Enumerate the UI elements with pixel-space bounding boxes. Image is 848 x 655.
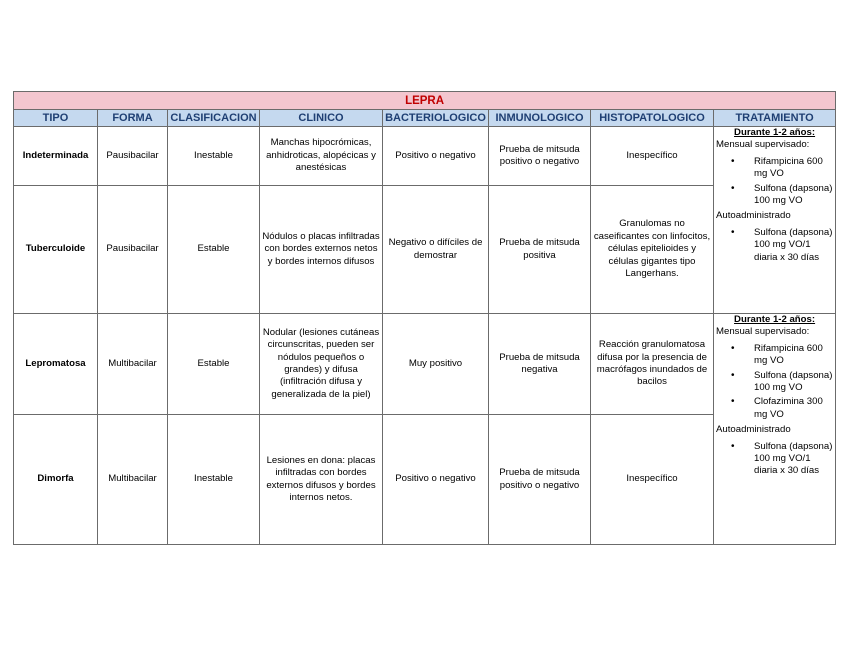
cell-clinico: Lesiones en dona: placas infiltradas con bordes externos difusos y bordes internos netos. xyxy=(260,415,383,545)
med-item: • Sulfona (dapsona) 100 mg VO/1 diaria x 30 días xyxy=(731,440,833,477)
cell-forma: Multibacilar xyxy=(98,415,168,545)
cell-forma: Pausibacilar xyxy=(98,186,168,314)
med-item: • Sulfona (dapsona) 100 mg VO xyxy=(731,182,833,207)
cell-histopatologico: Inespecífico xyxy=(591,415,714,545)
supervised-med-list xyxy=(716,156,833,208)
header-inmunologico: INMUNOLOGICO xyxy=(489,110,591,127)
cell-histopatologico: Reacción granulomatosa difusa por la presencia de macrófagos inundados de bacilos xyxy=(591,314,714,415)
cell-forma: Pausibacilar xyxy=(98,127,168,186)
cell-histopatologico: Granulomas no caseificantes con linfocitos, células epitelioides y células gigantes tipo Langerhans. xyxy=(591,186,714,314)
header-tratamiento: TRATAMIENTO xyxy=(714,110,836,127)
header-clasificacion: CLASIFICACION xyxy=(168,110,260,127)
bullet-icon: • xyxy=(731,182,735,194)
cell-inmunologico: Prueba de mitsuda positivo o negativo xyxy=(489,415,591,545)
cell-forma: Multibacilar xyxy=(98,314,168,415)
self-label: Autoadministrado xyxy=(716,210,791,222)
cell-bacteriologico: Negativo o difíciles de demostrar xyxy=(383,186,489,314)
table-title: LEPRA xyxy=(14,92,836,110)
cell-clinico: Nodular (lesiones cutáneas circunscritas, pueden ser nódulos pequeños o grandes) y difusa (infiltración difusa y generalizada de la piel) xyxy=(260,314,383,415)
bullet-icon: • xyxy=(731,155,735,167)
tratamiento-header: Durante 1-2 años: xyxy=(734,314,816,325)
header-bacteriologico: BACTERIOLOGICO xyxy=(383,110,489,127)
cell-inmunologico: Prueba de mitsuda positiva xyxy=(489,186,591,314)
cell-clasificacion: Estable xyxy=(168,186,260,314)
tratamiento-header: Durante 1-2 años: xyxy=(734,127,816,138)
supervised-med-list xyxy=(716,343,833,421)
header-histopatologico: HISTOPATOLOGICO xyxy=(591,110,714,127)
cell-inmunologico: Prueba de mitsuda positivo o negativo xyxy=(489,127,591,186)
header-forma: FORMA xyxy=(98,110,168,127)
table-row xyxy=(14,186,836,314)
bullet-icon: • xyxy=(731,440,735,452)
med-item: • Rifampicina 600 mg VO xyxy=(731,155,823,180)
bullet-icon: • xyxy=(731,226,735,238)
cell-tratamiento-paucibacilar xyxy=(714,127,836,314)
cell-inmunologico: Prueba de mitsuda negativa xyxy=(489,314,591,415)
supervised-label: Mensual supervisado: xyxy=(716,139,810,151)
self-label: Autoadministrado xyxy=(716,424,791,436)
med-item: • Sulfona (dapsona) 100 mg VO xyxy=(731,369,833,394)
supervised-label: Mensual supervisado: xyxy=(716,326,810,338)
cell-histopatologico: Inespecífico xyxy=(591,127,714,186)
cell-bacteriologico: Muy positivo xyxy=(383,314,489,415)
bullet-icon: • xyxy=(731,396,735,408)
table-row xyxy=(14,314,836,415)
header-clinico: CLINICO xyxy=(260,110,383,127)
self-med-list xyxy=(716,227,833,264)
med-item: • Sulfona (dapsona) 100 mg VO/1 diaria x 30 días xyxy=(731,226,833,263)
cell-tipo: Indeterminada xyxy=(14,127,98,186)
cell-clasificacion: Inestable xyxy=(168,415,260,545)
cell-clasificacion: Estable xyxy=(168,314,260,415)
self-med-list xyxy=(716,441,833,478)
table-row xyxy=(14,415,836,545)
med-item: • Clofazimina 300 mg VO xyxy=(731,396,823,420)
header-tipo: TIPO xyxy=(14,110,98,127)
bullet-icon: • xyxy=(731,342,735,354)
lepra-table xyxy=(13,91,836,545)
table-row xyxy=(14,127,836,186)
cell-tratamiento-multibacilar xyxy=(714,314,836,545)
cell-tipo: Dimorfa xyxy=(14,415,98,545)
cell-bacteriologico: Positivo o negativo xyxy=(383,415,489,545)
cell-clinico: Nódulos o placas infiltradas con bordes externos netos y bordes internos difusos xyxy=(260,186,383,314)
cell-clinico: Manchas hipocrómicas, anhidroticas, alopécicas y anestésicas xyxy=(260,127,383,186)
bullet-icon: • xyxy=(731,369,735,381)
med-item: • Rifampicina 600 mg VO xyxy=(731,342,823,367)
cell-clasificacion: Inestable xyxy=(168,127,260,186)
cell-bacteriologico: Positivo o negativo xyxy=(383,127,489,186)
cell-tipo: Lepromatosa xyxy=(14,314,98,415)
cell-tipo: Tuberculoide xyxy=(14,186,98,314)
